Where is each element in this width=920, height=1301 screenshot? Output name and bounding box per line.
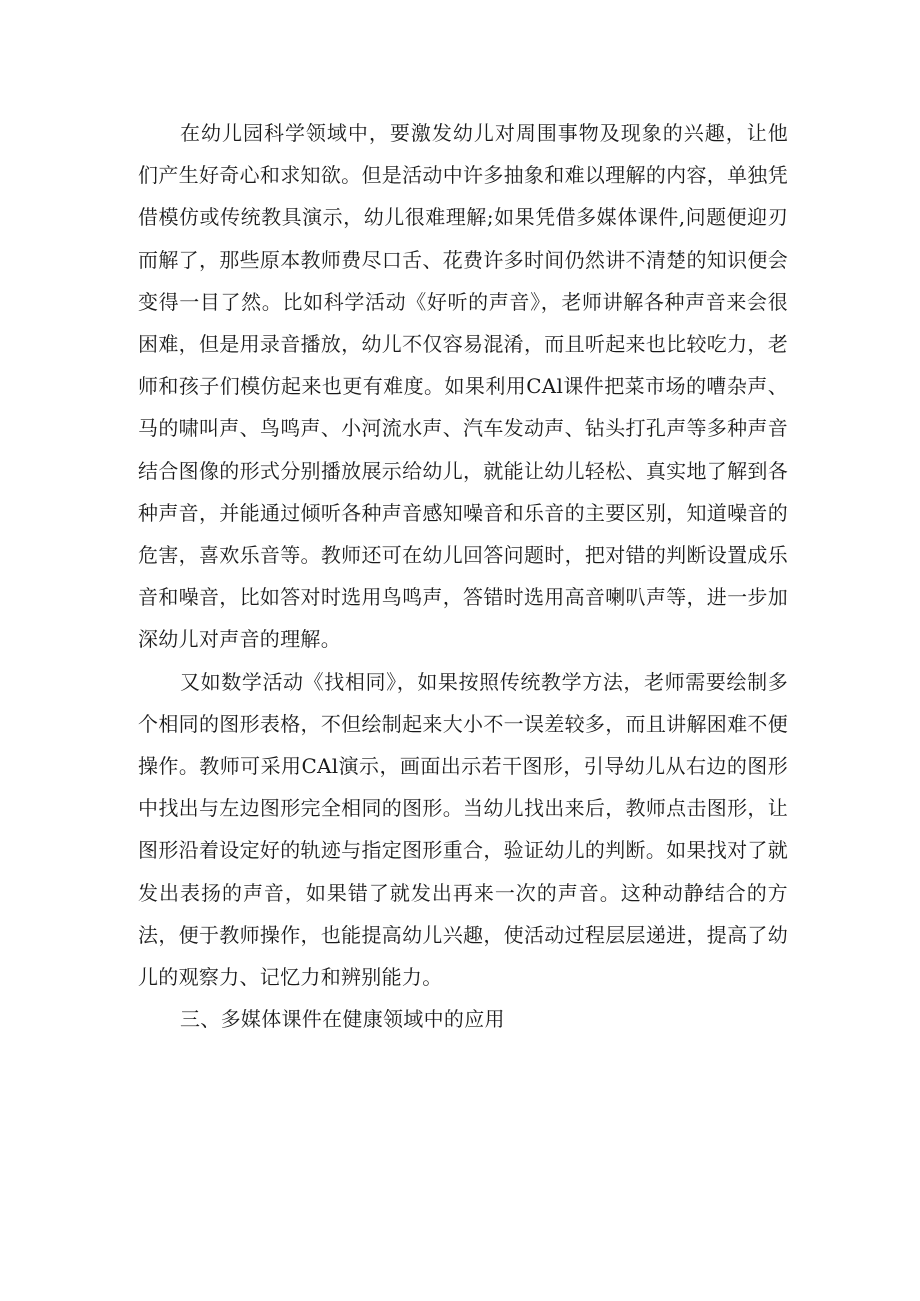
paragraph-science-sounds: 在幼儿园科学领域中，要激发幼儿对周围事物及现象的兴趣，让他们产生好奇心和求知欲。但是活动中许多抽象和难以理解的内容，单独凭借模仿或传统教具演示，幼儿很难理解;如果凭借多媒体课件,问题便迎刃而解了，那些原本教师费尽口舌、花费许多时间仍然讲不清楚的知识便会变得一目了然。比如科学活动《好听的声音》，老师讲解各种声音来会很困难，但是用录音播放，幼儿不仅容易混淆，而且听起来也比较吃力，老师和孩子们模仿起来也更有难度。如果利用CAl课件把菜市场的嘈杂声、马的啸叫声、鸟鸣声、小河流水声、汽车发动声、钻头打孔声等多种声音结合图像的形式分别播放展示给幼儿，就能让幼儿轻松、真实地了解到各种声音，并能通过倾听各种声音感知噪音和乐音的主要区别，知道噪音的危害，喜欢乐音等。教师还可在幼儿回答问题时，把对错的判断设置成乐音和噪音，比如答对时选用鸟鸣声，答错时选用高音喇叭声等，进一步加深幼儿对声音的理解。 <box>138 121 788 652</box>
paragraph-math-matching: 又如数学活动《找相同》，如果按照传统教学方法，老师需要绘制多个相同的图形表格，不但绘制起来大小不一误差较多，而且讲解困难不便操作。教师可采用CAl演示，画面出示若干图形，引导幼儿从右边的图形中找出与左边图形完全相同的图形。当幼儿找出来后，教师点击图形，让图形沿着设定好的轨迹与指定图形重合，验证幼儿的判断。如果找对了就发出表扬的声音，如果错了就发出再来一次的声音。这种动静结合的方法，便于教师操作，也能提高幼儿兴趣，使活动过程层层递进，提高了幼儿的观察力、记忆力和辨别能力。 <box>138 669 788 990</box>
section-heading: 三、多媒体课件在健康领域中的应用 <box>180 1007 505 1032</box>
document-body <box>138 112 788 1040</box>
